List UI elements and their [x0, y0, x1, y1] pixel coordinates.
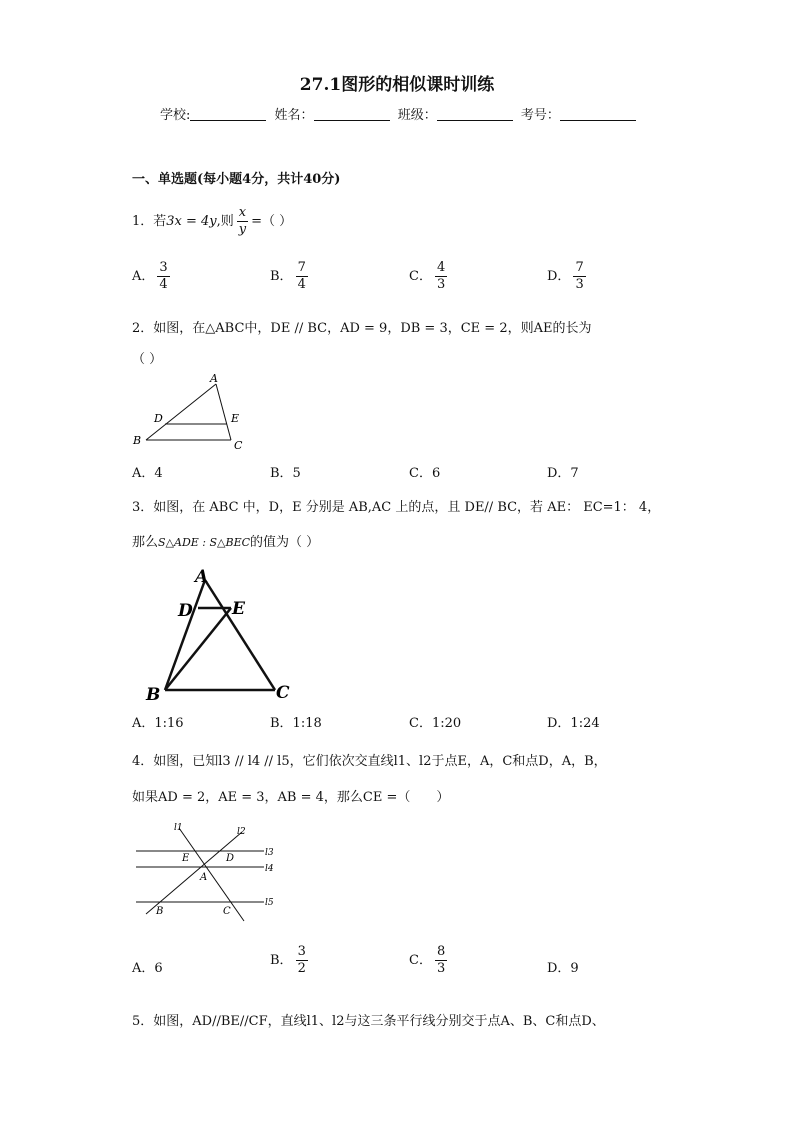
q1-option-b[interactable]: B． $\frac{7}{4}$ [270, 260, 306, 292]
section-heading: 一、单选题(每小题4分，共计40分) [132, 172, 341, 187]
q4-label-a: A [200, 872, 208, 883]
q1-mid: ,则 [216, 214, 234, 229]
name-blank[interactable] [314, 108, 390, 121]
q4-parallel-lines-figure [130, 818, 280, 926]
q2-triangle-figure [130, 372, 250, 454]
q3-label-d: D [178, 601, 193, 621]
q3-option-d[interactable]: D．1:24 [547, 716, 600, 731]
q1-expression: 3x = 4y [166, 214, 217, 229]
exam-no-label: 考号： [520, 108, 560, 123]
q1-option-a[interactable]: A． $\frac{3}{4}$ [132, 260, 168, 292]
q3-label-e: E [232, 599, 245, 619]
name-label: 姓名： [274, 108, 314, 123]
school-blank[interactable] [190, 108, 266, 121]
q2-option-b[interactable]: B．5 [270, 466, 301, 481]
class-label: 班级： [397, 108, 437, 123]
q4-label-l2: l2 [237, 827, 246, 837]
q3-option-b[interactable]: B．1:18 [270, 716, 322, 731]
q3-text-line1: 3．如图，在 ABC 中，D，E 分别是 AB,AC 上的点，且 DE// BC，若 AE： EC=1： 4， [132, 500, 661, 515]
q4-label-l3: l3 [265, 848, 274, 858]
q3-text-line2: 那么S△ADE : S△BEC的值为（ ） [132, 535, 320, 550]
q4-text-line1: 4．如图，已知l3 // l4 // l5，它们依次交直线l1、l2于点E，A，C和点D，A，B， [132, 754, 607, 769]
q4-label-e: E [182, 853, 190, 864]
q4-label-b: B [156, 906, 164, 917]
class-blank[interactable] [437, 108, 513, 121]
q4-option-b[interactable]: B． $\frac{3}{2}$ [270, 944, 306, 976]
q1-prefix: 1．若 [132, 214, 167, 229]
q5-text-line1: 5．如图，AD//BE//CF，直线l1、l2与这三条平行线分别交于点A、B、C和点D、 [132, 1014, 605, 1029]
q4-label-d: D [226, 853, 235, 864]
q4-option-c[interactable]: C． $\frac{8}{3}$ [409, 944, 446, 976]
q3-option-c[interactable]: C．1:20 [409, 716, 462, 731]
q4-label-l1: l1 [174, 823, 183, 833]
q1-fraction: $\frac{x}{y}$ [238, 205, 247, 237]
q4-label-l5: l5 [265, 898, 274, 908]
exam-no-blank[interactable] [560, 108, 636, 121]
q3-area-ratio: S△ADE : S△BEC [158, 536, 251, 549]
q4-label-l4: l4 [265, 864, 274, 874]
q1-suffix: =（ ） [251, 214, 293, 229]
q4-text-line2: 如果AD = 2，AE = 3，AB = 4，那么CE =（ ） [132, 790, 450, 805]
q2-label-c: C [234, 439, 243, 452]
q2-option-d[interactable]: D．7 [547, 466, 579, 481]
q2-label-a: A [210, 372, 218, 385]
q3-triangle-figure [140, 562, 310, 704]
question-1 [132, 205, 292, 238]
q2-option-a[interactable]: A．4 [132, 466, 163, 481]
q1-option-d[interactable]: D． $\frac{7}{3}$ [547, 260, 584, 292]
q4-label-c: C [223, 906, 231, 917]
q2-label-e: E [231, 412, 240, 425]
q1-option-c[interactable]: C． $\frac{4}{3}$ [409, 260, 446, 292]
student-info-line [160, 104, 640, 123]
q3-option-a[interactable]: A．1:16 [132, 716, 184, 731]
q2-text-line2: （ ） [132, 352, 163, 367]
q2-option-c[interactable]: C．6 [409, 466, 441, 481]
q4-option-a[interactable]: A．6 [132, 961, 163, 976]
q2-text-line1: 2．如图，在△ABC中，DE // BC，AD = 9，DB = 3，CE = 2，则AE的长为 [132, 321, 592, 336]
q4-option-d[interactable]: D．9 [547, 961, 579, 976]
q3-label-c: C [276, 683, 290, 703]
page-title: 27.1图形的相似课时训练 [299, 75, 495, 95]
q3-label-b: B [146, 685, 161, 704]
q2-label-d: D [154, 412, 163, 425]
q2-label-b: B [133, 434, 142, 447]
school-label: 学校: [160, 108, 191, 123]
q3-label-a: A [195, 567, 209, 587]
